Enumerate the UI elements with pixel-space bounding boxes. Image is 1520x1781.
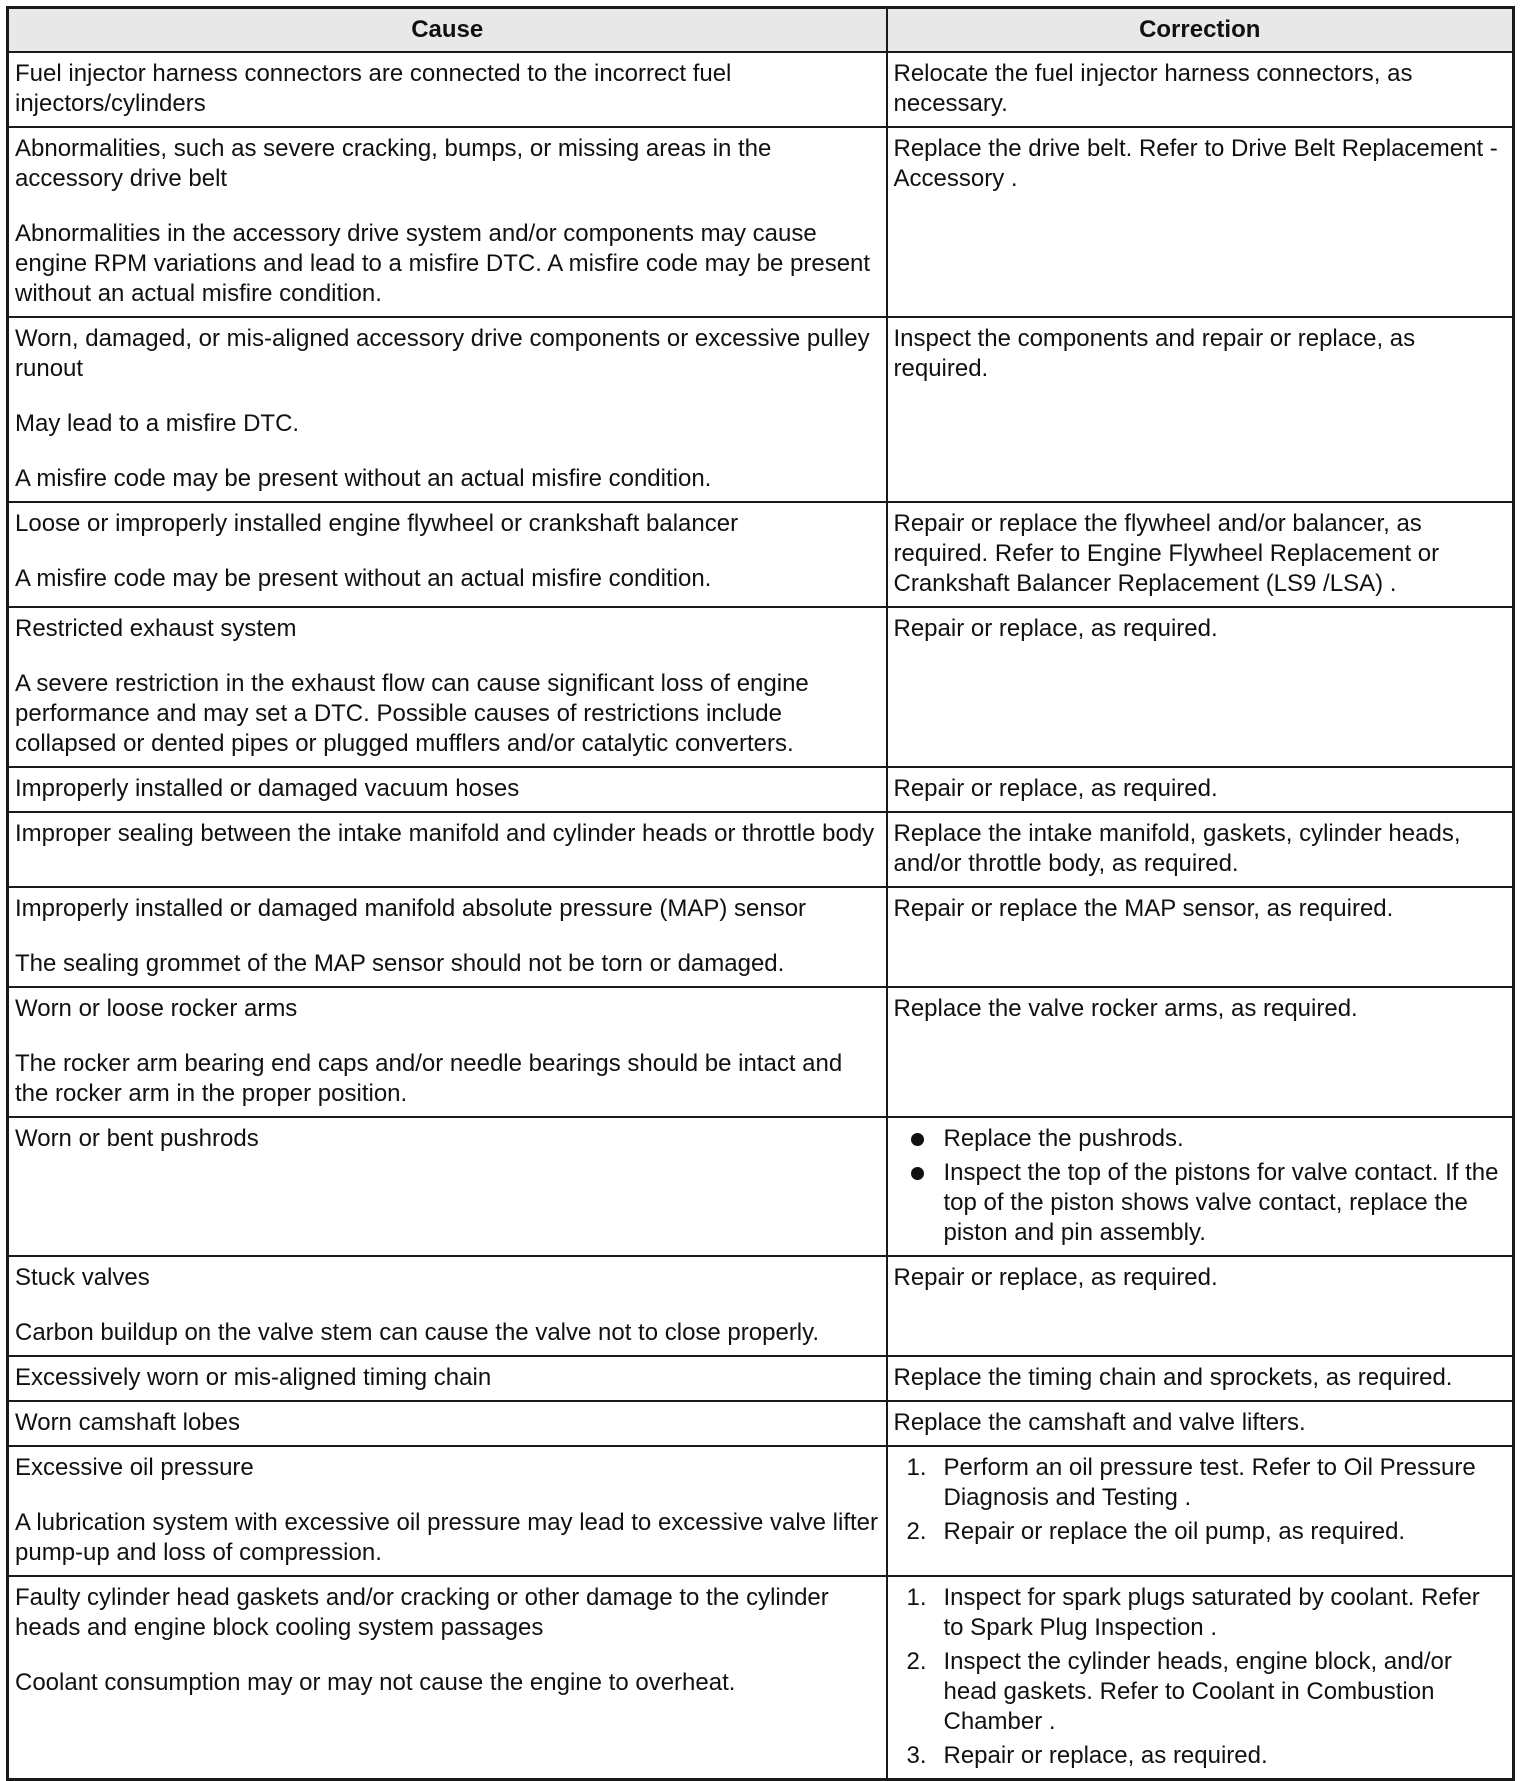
cause-note: The sealing grommet of the MAP sensor should not be torn or damaged. <box>15 950 785 977</box>
correction-cell <box>887 317 1514 502</box>
table-row <box>8 987 1514 1117</box>
table-row <box>8 1256 1514 1356</box>
cause-text: Improperly installed or damaged manifold absolute pressure (MAP) sensor <box>15 895 807 922</box>
cause-cell <box>8 502 887 607</box>
table-row <box>8 127 1514 317</box>
cause-text: Worn or loose rocker arms <box>15 995 298 1022</box>
table-row <box>8 1576 1514 1780</box>
cause-note: A misfire code may be present without an actual misfire condition. <box>15 565 712 592</box>
cause-text: Faulty cylinder head gaskets and/or cracking or other damage to the cylinder heads and engine block cooling system passages <box>15 1584 829 1641</box>
correction-cell <box>887 52 1514 127</box>
cause-cell <box>8 1446 887 1576</box>
correction-text: Repair or replace, as required. <box>893 775 1218 802</box>
correction-header: Correction <box>887 8 1514 53</box>
cause-cell <box>8 1256 887 1356</box>
cause-note: A lubrication system with excessive oil pressure may lead to excessive valve lifter pump-up and loss of compression. <box>15 1509 879 1566</box>
cause-cell <box>8 1356 887 1401</box>
cause-note: Carbon buildup on the valve stem can cause the valve not to close properly. <box>15 1319 820 1346</box>
correction-text: Replace the timing chain and sprockets, as required. <box>893 1364 1453 1391</box>
table-row <box>8 887 1514 987</box>
cause-text: Worn, damaged, or mis-aligned accessory drive components or excessive pulley runout <box>15 325 870 382</box>
correction-text: Replace the drive belt. Refer to Drive Belt Replacement - Accessory . <box>893 135 1498 192</box>
correction-cell <box>887 887 1514 987</box>
correction-cell <box>887 1401 1514 1446</box>
table-row <box>8 52 1514 127</box>
cause-text: Restricted exhaust system <box>15 615 297 642</box>
correction-cell <box>887 812 1514 887</box>
cause-cell <box>8 812 887 887</box>
cause-text: Abnormalities, such as severe cracking, bumps, or missing areas in the accessory drive belt <box>15 135 772 192</box>
cause-note: Coolant consumption may or may not cause the engine to overheat. <box>15 1669 736 1696</box>
cause-note: The rocker arm bearing end caps and/or needle bearings should be intact and the rocker arm in the proper position. <box>15 1050 843 1107</box>
cause-text: Loose or improperly installed engine flywheel or crankshaft balancer <box>15 510 739 537</box>
cause-cell <box>8 987 887 1117</box>
cause-cell <box>8 52 887 127</box>
cause-cell <box>8 1401 887 1446</box>
correction-text: Repair or replace the flywheel and/or balancer, as required. Refer to Engine Flywheel Replacement or Crankshaft Balancer Replacement (LS9 /LSA) . <box>893 510 1440 597</box>
correction-text: Replace the camshaft and valve lifters. <box>893 1409 1306 1436</box>
cause-cell <box>8 887 887 987</box>
table-row <box>8 1446 1514 1576</box>
table-row <box>8 812 1514 887</box>
cause-cell <box>8 317 887 502</box>
correction-text: Inspect the components and repair or replace, as required. <box>893 325 1416 382</box>
correction-cell <box>887 127 1514 317</box>
correction-text: Relocate the fuel injector harness connectors, as necessary. <box>893 60 1413 117</box>
cause-note: May lead to a misfire DTC. <box>15 410 300 437</box>
step-item: Inspect for spark plugs saturated by coolant. Refer to Spark Plug Inspection . <box>943 1584 1480 1641</box>
cause-note: Abnormalities in the accessory drive system and/or components may cause engine RPM variations and lead to a misfire DTC. A misfire code may be present without an actual misfire condition. <box>15 220 871 307</box>
cause-text: Fuel injector harness connectors are connected to the incorrect fuel injectors/cylinders <box>15 60 732 117</box>
correction-cell <box>887 607 1514 767</box>
table-row <box>8 317 1514 502</box>
step-item: Repair or replace the oil pump, as required. <box>943 1518 1406 1545</box>
correction-step-list <box>894 1453 1507 1547</box>
cause-note: A severe restriction in the exhaust flow can cause significant loss of engine performance and may set a DTC. Possible causes of restrictions include collapsed or dented pipes or plugged mufflers and/or catalytic converters. <box>15 670 809 757</box>
cause-note: A misfire code may be present without an actual misfire condition. <box>15 465 712 492</box>
cause-text: Worn or bent pushrods <box>15 1125 259 1152</box>
cause-header: Cause <box>8 8 887 53</box>
correction-text: Repair or replace, as required. <box>893 615 1218 642</box>
cause-cell <box>8 1117 887 1256</box>
table-row <box>8 767 1514 812</box>
correction-cell <box>887 987 1514 1117</box>
step-item: Perform an oil pressure test. Refer to Oil Pressure Diagnosis and Testing . <box>943 1454 1476 1511</box>
correction-cell <box>887 502 1514 607</box>
bullet-item: Replace the pushrods. <box>894 1124 1507 1154</box>
correction-bullet-list <box>894 1124 1507 1248</box>
header-row <box>8 8 1514 53</box>
step-item: Inspect the cylinder heads, engine block, and/or head gaskets. Refer to Coolant in Combustion Chamber . <box>943 1648 1452 1735</box>
correction-cell <box>887 1356 1514 1401</box>
cause-cell <box>8 767 887 812</box>
cause-cell <box>8 127 887 317</box>
table-row <box>8 502 1514 607</box>
correction-cell <box>887 1446 1514 1576</box>
cause-text: Excessive oil pressure <box>15 1454 254 1481</box>
table-row <box>8 1117 1514 1256</box>
table-row <box>8 1401 1514 1446</box>
correction-text: Repair or replace the MAP sensor, as required. <box>893 895 1394 922</box>
cause-cell <box>8 1576 887 1780</box>
correction-cell <box>887 1576 1514 1780</box>
cause-text: Worn camshaft lobes <box>15 1409 240 1436</box>
cause-text: Improper sealing between the intake manifold and cylinder heads or throttle body <box>15 820 875 847</box>
correction-cell <box>887 767 1514 812</box>
cause-correction-table <box>6 6 1515 1781</box>
bullet-item: Inspect the top of the pistons for valve contact. If the top of the piston shows valve contact, replace the piston and pin assembly. <box>894 1158 1507 1248</box>
correction-cell <box>887 1256 1514 1356</box>
correction-cell <box>887 1117 1514 1256</box>
cause-text: Stuck valves <box>15 1264 150 1291</box>
correction-text: Replace the valve rocker arms, as required. <box>893 995 1358 1022</box>
cause-cell <box>8 607 887 767</box>
table-row <box>8 1356 1514 1401</box>
correction-step-list <box>894 1583 1507 1771</box>
correction-text: Repair or replace, as required. <box>893 1264 1218 1291</box>
correction-text: Replace the intake manifold, gaskets, cylinder heads, and/or throttle body, as required. <box>893 820 1461 877</box>
cause-text: Excessively worn or mis-aligned timing chain <box>15 1364 492 1391</box>
step-item: Repair or replace, as required. <box>943 1742 1268 1769</box>
cause-text: Improperly installed or damaged vacuum hoses <box>15 775 520 802</box>
table-row <box>8 607 1514 767</box>
